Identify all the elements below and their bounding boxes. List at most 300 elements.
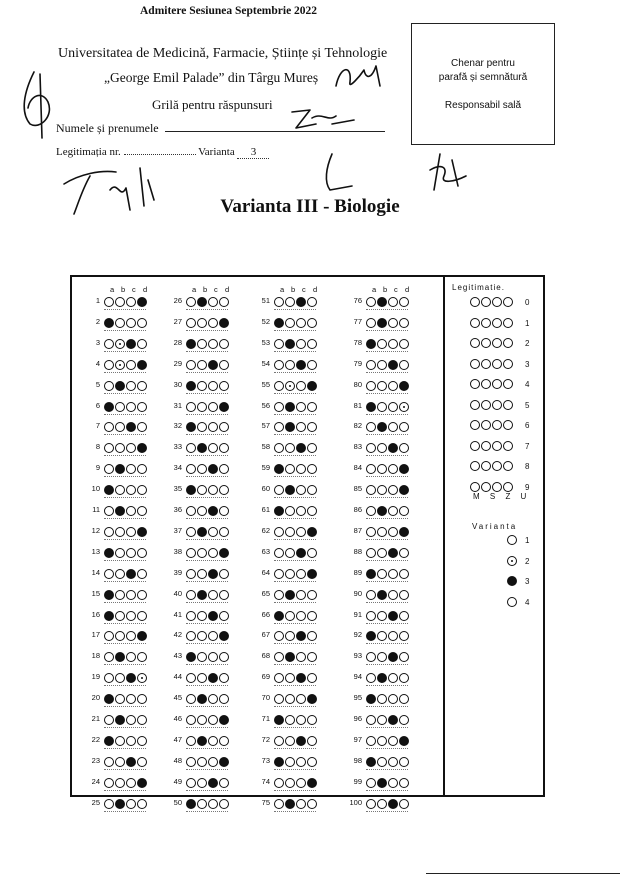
answer-bubble[interactable]	[388, 402, 398, 412]
answer-bubble[interactable]	[285, 778, 295, 788]
answer-bubble[interactable]	[186, 548, 196, 558]
answer-bubble[interactable]	[307, 590, 317, 600]
answer-bubble[interactable]	[197, 611, 207, 621]
answer-bubble[interactable]	[208, 360, 218, 370]
answer-bubble[interactable]	[126, 297, 136, 307]
answer-bubble[interactable]	[126, 569, 136, 579]
legitimation-bubble[interactable]	[470, 338, 480, 348]
answer-bubble[interactable]	[285, 506, 295, 516]
legitimation-bubble[interactable]	[470, 461, 480, 471]
answer-bubble[interactable]	[186, 736, 196, 746]
answer-bubble[interactable]	[274, 297, 284, 307]
answer-bubble[interactable]	[219, 297, 229, 307]
answer-bubble[interactable]	[115, 527, 125, 537]
answer-bubble[interactable]	[137, 402, 147, 412]
answer-bubble[interactable]	[296, 318, 306, 328]
answer-bubble[interactable]	[219, 360, 229, 370]
answer-bubble[interactable]	[219, 590, 229, 600]
answer-bubble[interactable]	[366, 339, 376, 349]
answer-bubble[interactable]	[219, 778, 229, 788]
answer-bubble[interactable]	[388, 297, 398, 307]
answer-bubble[interactable]	[366, 548, 376, 558]
answer-bubble[interactable]	[274, 506, 284, 516]
legitimation-bubble[interactable]	[492, 482, 502, 492]
answer-bubble[interactable]	[307, 527, 317, 537]
answer-bubble[interactable]	[126, 527, 136, 537]
answer-bubble[interactable]	[377, 402, 387, 412]
answer-bubble[interactable]	[197, 527, 207, 537]
legitimation-bubble[interactable]	[503, 461, 513, 471]
answer-bubble[interactable]	[219, 715, 229, 725]
answer-bubble[interactable]	[126, 548, 136, 558]
answer-bubble[interactable]	[186, 778, 196, 788]
answer-bubble[interactable]	[197, 506, 207, 516]
legitimation-bubble[interactable]	[503, 482, 513, 492]
answer-bubble[interactable]	[388, 381, 398, 391]
answer-bubble[interactable]	[307, 757, 317, 767]
answer-bubble[interactable]	[296, 569, 306, 579]
answer-bubble[interactable]	[296, 778, 306, 788]
answer-bubble[interactable]	[274, 381, 284, 391]
answer-bubble[interactable]	[137, 318, 147, 328]
answer-bubble[interactable]	[377, 736, 387, 746]
answer-bubble[interactable]	[388, 590, 398, 600]
legitimation-bubble[interactable]	[481, 338, 491, 348]
legitimation-bubble[interactable]	[470, 379, 480, 389]
legitimation-bubble[interactable]	[481, 379, 491, 389]
answer-bubble[interactable]	[377, 757, 387, 767]
answer-bubble[interactable]	[104, 527, 114, 537]
legitimation-bubble[interactable]	[470, 297, 480, 307]
answer-bubble[interactable]	[285, 715, 295, 725]
answer-bubble[interactable]	[219, 318, 229, 328]
answer-bubble[interactable]	[399, 318, 409, 328]
answer-bubble[interactable]	[219, 506, 229, 516]
answer-bubble[interactable]	[388, 339, 398, 349]
answer-bubble[interactable]	[366, 297, 376, 307]
answer-bubble[interactable]	[296, 506, 306, 516]
answer-bubble[interactable]	[115, 402, 125, 412]
answer-bubble[interactable]	[186, 569, 196, 579]
answer-bubble[interactable]	[388, 715, 398, 725]
answer-bubble[interactable]	[366, 736, 376, 746]
legitimation-bubble[interactable]	[470, 318, 480, 328]
answer-bubble[interactable]	[197, 778, 207, 788]
answer-bubble[interactable]	[126, 778, 136, 788]
answer-bubble[interactable]	[104, 590, 114, 600]
answer-bubble[interactable]	[104, 297, 114, 307]
legitimation-bubble[interactable]	[492, 338, 502, 348]
answer-bubble[interactable]	[307, 381, 317, 391]
legitimation-bubble[interactable]	[503, 338, 513, 348]
answer-bubble[interactable]	[137, 297, 147, 307]
legitimation-bubble[interactable]	[481, 441, 491, 451]
answer-bubble[interactable]	[115, 381, 125, 391]
answer-bubble[interactable]	[186, 799, 196, 809]
legitimation-bubble[interactable]	[503, 379, 513, 389]
answer-bubble[interactable]	[137, 799, 147, 809]
answer-bubble[interactable]	[208, 527, 218, 537]
legitimation-bubble[interactable]	[492, 461, 502, 471]
answer-bubble[interactable]	[296, 548, 306, 558]
answer-bubble[interactable]	[285, 611, 295, 621]
answer-bubble[interactable]	[219, 527, 229, 537]
answer-bubble[interactable]	[115, 569, 125, 579]
answer-bubble[interactable]	[296, 757, 306, 767]
answer-bubble[interactable]	[274, 548, 284, 558]
answer-bubble[interactable]	[115, 799, 125, 809]
answer-bubble[interactable]	[388, 360, 398, 370]
legitimation-bubble[interactable]	[481, 400, 491, 410]
answer-bubble[interactable]	[399, 506, 409, 516]
answer-bubble[interactable]	[208, 736, 218, 746]
answer-bubble[interactable]	[399, 590, 409, 600]
answer-bubble[interactable]	[377, 297, 387, 307]
answer-bubble[interactable]	[126, 402, 136, 412]
answer-bubble[interactable]	[208, 715, 218, 725]
answer-bubble[interactable]	[377, 360, 387, 370]
answer-bubble[interactable]	[186, 506, 196, 516]
answer-bubble[interactable]	[307, 569, 317, 579]
answer-bubble[interactable]	[219, 799, 229, 809]
answer-bubble[interactable]	[399, 736, 409, 746]
answer-bubble[interactable]	[208, 402, 218, 412]
legitimation-bubble[interactable]	[481, 461, 491, 471]
answer-bubble[interactable]	[274, 527, 284, 537]
answer-bubble[interactable]	[307, 297, 317, 307]
answer-bubble[interactable]	[137, 339, 147, 349]
answer-bubble[interactable]	[399, 715, 409, 725]
answer-bubble[interactable]	[115, 611, 125, 621]
answer-bubble[interactable]	[307, 548, 317, 558]
answer-bubble[interactable]	[296, 402, 306, 412]
answer-bubble[interactable]	[377, 548, 387, 558]
legitimation-bubble[interactable]	[492, 379, 502, 389]
answer-bubble[interactable]	[137, 590, 147, 600]
answer-bubble[interactable]	[285, 548, 295, 558]
answer-bubble[interactable]	[197, 381, 207, 391]
legitimation-bubble[interactable]	[503, 318, 513, 328]
answer-bubble[interactable]	[296, 611, 306, 621]
answer-bubble[interactable]	[104, 757, 114, 767]
answer-bubble[interactable]	[208, 799, 218, 809]
answer-bubble[interactable]	[126, 757, 136, 767]
answer-bubble[interactable]	[296, 799, 306, 809]
answer-bubble[interactable]	[388, 527, 398, 537]
answer-bubble[interactable]	[104, 318, 114, 328]
answer-bubble[interactable]	[186, 590, 196, 600]
answer-bubble[interactable]	[399, 297, 409, 307]
answer-bubble[interactable]	[377, 527, 387, 537]
answer-bubble[interactable]	[377, 715, 387, 725]
answer-bubble[interactable]	[219, 736, 229, 746]
answer-bubble[interactable]	[388, 506, 398, 516]
answer-bubble[interactable]	[285, 569, 295, 579]
answer-bubble[interactable]	[137, 715, 147, 725]
answer-bubble[interactable]	[285, 318, 295, 328]
answer-bubble[interactable]	[208, 778, 218, 788]
answer-bubble[interactable]	[296, 527, 306, 537]
answer-bubble[interactable]	[186, 360, 196, 370]
legitimation-bubble[interactable]	[470, 420, 480, 430]
answer-bubble[interactable]	[399, 402, 409, 412]
answer-bubble[interactable]	[208, 611, 218, 621]
answer-bubble[interactable]	[285, 527, 295, 537]
answer-bubble[interactable]	[126, 339, 136, 349]
answer-bubble[interactable]	[219, 569, 229, 579]
answer-bubble[interactable]	[208, 318, 218, 328]
answer-bubble[interactable]	[274, 339, 284, 349]
answer-bubble[interactable]	[126, 590, 136, 600]
answer-bubble[interactable]	[274, 736, 284, 746]
answer-bubble[interactable]	[285, 381, 295, 391]
answer-bubble[interactable]	[115, 548, 125, 558]
answer-bubble[interactable]	[307, 318, 317, 328]
answer-bubble[interactable]	[208, 569, 218, 579]
answer-bubble[interactable]	[115, 778, 125, 788]
answer-bubble[interactable]	[377, 590, 387, 600]
answer-bubble[interactable]	[126, 799, 136, 809]
answer-bubble[interactable]	[197, 757, 207, 767]
answer-bubble[interactable]	[186, 297, 196, 307]
answer-bubble[interactable]	[186, 318, 196, 328]
answer-bubble[interactable]	[274, 318, 284, 328]
answer-bubble[interactable]	[366, 569, 376, 579]
answer-bubble[interactable]	[186, 339, 196, 349]
answer-bubble[interactable]	[274, 402, 284, 412]
legitimation-bubble[interactable]	[470, 359, 480, 369]
answer-bubble[interactable]	[274, 569, 284, 579]
answer-bubble[interactable]	[208, 590, 218, 600]
legitimation-bubble[interactable]	[470, 400, 480, 410]
answer-bubble[interactable]	[377, 799, 387, 809]
answer-bubble[interactable]	[366, 506, 376, 516]
answer-bubble[interactable]	[377, 778, 387, 788]
answer-bubble[interactable]	[115, 360, 125, 370]
answer-bubble[interactable]	[307, 339, 317, 349]
answer-bubble[interactable]	[307, 715, 317, 725]
answer-bubble[interactable]	[115, 757, 125, 767]
legitimation-bubble[interactable]	[503, 359, 513, 369]
answer-bubble[interactable]	[137, 611, 147, 621]
answer-bubble[interactable]	[137, 757, 147, 767]
answer-bubble[interactable]	[388, 778, 398, 788]
answer-bubble[interactable]	[104, 715, 114, 725]
answer-bubble[interactable]	[208, 548, 218, 558]
answer-bubble[interactable]	[399, 360, 409, 370]
answer-bubble[interactable]	[388, 799, 398, 809]
answer-bubble[interactable]	[208, 381, 218, 391]
answer-bubble[interactable]	[197, 548, 207, 558]
answer-bubble[interactable]	[388, 548, 398, 558]
answer-bubble[interactable]	[137, 527, 147, 537]
answer-bubble[interactable]	[274, 799, 284, 809]
answer-bubble[interactable]	[104, 611, 114, 621]
answer-bubble[interactable]	[137, 548, 147, 558]
answer-bubble[interactable]	[296, 297, 306, 307]
answer-bubble[interactable]	[296, 339, 306, 349]
answer-bubble[interactable]	[126, 318, 136, 328]
answer-bubble[interactable]	[186, 527, 196, 537]
answer-bubble[interactable]	[197, 360, 207, 370]
answer-bubble[interactable]	[285, 590, 295, 600]
answer-bubble[interactable]	[307, 360, 317, 370]
answer-bubble[interactable]	[126, 715, 136, 725]
answer-bubble[interactable]	[377, 318, 387, 328]
answer-bubble[interactable]	[197, 297, 207, 307]
answer-bubble[interactable]	[219, 548, 229, 558]
answer-bubble[interactable]	[307, 736, 317, 746]
answer-bubble[interactable]	[285, 402, 295, 412]
answer-bubble[interactable]	[388, 569, 398, 579]
answer-bubble[interactable]	[104, 799, 114, 809]
legitimation-bubble[interactable]	[492, 359, 502, 369]
answer-bubble[interactable]	[307, 799, 317, 809]
legitimation-bubble[interactable]	[481, 318, 491, 328]
legitimation-bubble[interactable]	[481, 420, 491, 430]
answer-bubble[interactable]	[285, 736, 295, 746]
legitimation-bubble[interactable]	[503, 297, 513, 307]
variant-bubble[interactable]	[507, 556, 517, 566]
answer-bubble[interactable]	[285, 799, 295, 809]
answer-bubble[interactable]	[399, 611, 409, 621]
answer-bubble[interactable]	[296, 590, 306, 600]
answer-bubble[interactable]	[388, 611, 398, 621]
answer-bubble[interactable]	[104, 402, 114, 412]
answer-bubble[interactable]	[399, 339, 409, 349]
variant-bubble[interactable]	[507, 535, 517, 545]
answer-bubble[interactable]	[377, 506, 387, 516]
answer-bubble[interactable]	[137, 736, 147, 746]
answer-bubble[interactable]	[219, 757, 229, 767]
answer-bubble[interactable]	[219, 402, 229, 412]
answer-bubble[interactable]	[377, 339, 387, 349]
answer-bubble[interactable]	[115, 506, 125, 516]
answer-bubble[interactable]	[208, 757, 218, 767]
answer-bubble[interactable]	[399, 548, 409, 558]
answer-bubble[interactable]	[126, 736, 136, 746]
legitimation-bubble[interactable]	[492, 297, 502, 307]
answer-bubble[interactable]	[104, 381, 114, 391]
answer-bubble[interactable]	[197, 715, 207, 725]
legitimation-bubble[interactable]	[503, 441, 513, 451]
answer-bubble[interactable]	[186, 757, 196, 767]
answer-bubble[interactable]	[399, 381, 409, 391]
legitimation-bubble[interactable]	[470, 441, 480, 451]
answer-bubble[interactable]	[366, 381, 376, 391]
answer-bubble[interactable]	[296, 360, 306, 370]
legitimation-bubble[interactable]	[481, 482, 491, 492]
answer-bubble[interactable]	[137, 569, 147, 579]
answer-bubble[interactable]	[104, 548, 114, 558]
variant-bubble[interactable]	[507, 597, 517, 607]
answer-bubble[interactable]	[274, 778, 284, 788]
answer-bubble[interactable]	[285, 360, 295, 370]
answer-bubble[interactable]	[388, 318, 398, 328]
answer-bubble[interactable]	[274, 590, 284, 600]
answer-bubble[interactable]	[115, 715, 125, 725]
answer-bubble[interactable]	[104, 569, 114, 579]
answer-bubble[interactable]	[366, 402, 376, 412]
answer-bubble[interactable]	[388, 736, 398, 746]
answer-bubble[interactable]	[399, 527, 409, 537]
answer-bubble[interactable]	[208, 506, 218, 516]
answer-bubble[interactable]	[307, 778, 317, 788]
answer-bubble[interactable]	[137, 506, 147, 516]
answer-bubble[interactable]	[285, 297, 295, 307]
answer-bubble[interactable]	[366, 611, 376, 621]
answer-bubble[interactable]	[388, 757, 398, 767]
answer-bubble[interactable]	[366, 757, 376, 767]
answer-bubble[interactable]	[296, 715, 306, 725]
answer-bubble[interactable]	[366, 360, 376, 370]
answer-bubble[interactable]	[126, 506, 136, 516]
answer-bubble[interactable]	[137, 778, 147, 788]
answer-bubble[interactable]	[126, 381, 136, 391]
answer-bubble[interactable]	[115, 339, 125, 349]
variant-value[interactable]: 3	[237, 146, 269, 159]
answer-bubble[interactable]	[115, 297, 125, 307]
legitimation-bubble[interactable]	[470, 482, 480, 492]
answer-bubble[interactable]	[307, 611, 317, 621]
answer-bubble[interactable]	[296, 381, 306, 391]
answer-bubble[interactable]	[366, 527, 376, 537]
answer-bubble[interactable]	[285, 339, 295, 349]
answer-bubble[interactable]	[399, 778, 409, 788]
answer-bubble[interactable]	[197, 339, 207, 349]
answer-bubble[interactable]	[137, 360, 147, 370]
answer-bubble[interactable]	[197, 318, 207, 328]
answer-bubble[interactable]	[197, 402, 207, 412]
variant-bubble[interactable]	[507, 576, 517, 586]
answer-bubble[interactable]	[126, 611, 136, 621]
answer-bubble[interactable]	[186, 715, 196, 725]
answer-bubble[interactable]	[274, 757, 284, 767]
answer-bubble[interactable]	[219, 611, 229, 621]
answer-bubble[interactable]	[104, 736, 114, 746]
legitimation-bubble[interactable]	[481, 359, 491, 369]
answer-bubble[interactable]	[197, 799, 207, 809]
legitimation-bubble[interactable]	[492, 420, 502, 430]
answer-bubble[interactable]	[115, 736, 125, 746]
answer-bubble[interactable]	[186, 402, 196, 412]
answer-bubble[interactable]	[377, 381, 387, 391]
legitimation-bubble[interactable]	[492, 318, 502, 328]
answer-bubble[interactable]	[296, 736, 306, 746]
answer-bubble[interactable]	[126, 360, 136, 370]
answer-bubble[interactable]	[186, 611, 196, 621]
answer-bubble[interactable]	[208, 339, 218, 349]
legitimation-bubble[interactable]	[481, 297, 491, 307]
answer-bubble[interactable]	[186, 381, 196, 391]
answer-bubble[interactable]	[104, 778, 114, 788]
answer-bubble[interactable]	[307, 402, 317, 412]
answer-bubble[interactable]	[219, 381, 229, 391]
answer-bubble[interactable]	[399, 569, 409, 579]
answer-bubble[interactable]	[274, 360, 284, 370]
answer-bubble[interactable]	[285, 757, 295, 767]
answer-bubble[interactable]	[104, 506, 114, 516]
answer-bubble[interactable]	[366, 778, 376, 788]
legitimation-bubble[interactable]	[492, 441, 502, 451]
answer-bubble[interactable]	[307, 506, 317, 516]
answer-bubble[interactable]	[274, 611, 284, 621]
answer-bubble[interactable]	[377, 611, 387, 621]
legitimation-bubble[interactable]	[492, 400, 502, 410]
answer-bubble[interactable]	[399, 757, 409, 767]
answer-bubble[interactable]	[104, 360, 114, 370]
answer-bubble[interactable]	[115, 318, 125, 328]
